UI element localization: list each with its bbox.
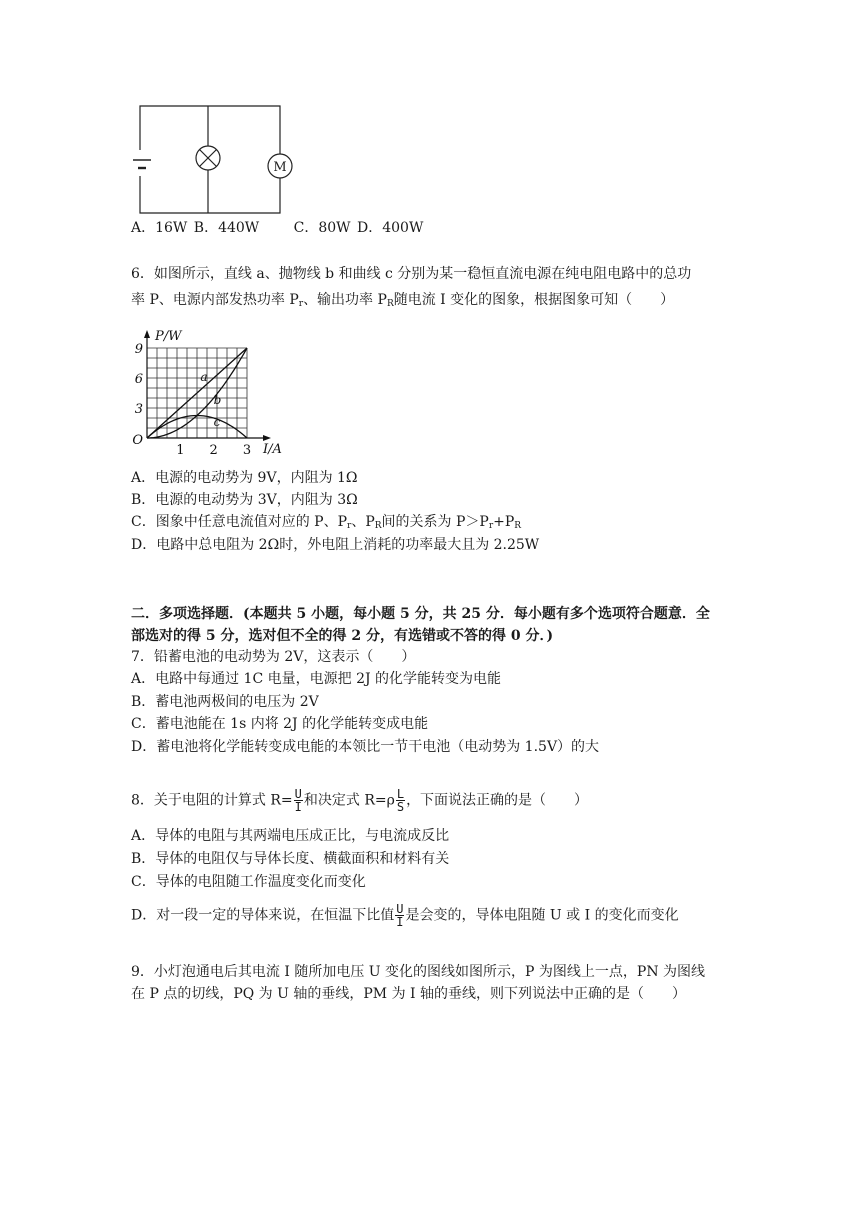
q5-option-c[interactable]: C．80W	[293, 220, 351, 236]
q7-stem: 7．铅蓄电池的电动势为 2V，这表示（ ）	[131, 649, 416, 665]
q8-option-d[interactable]: D．对一段一定的导体来说，在恒温下比值 $\frac{U}{I}$ 是会变的，导体电阻随 U 或 I 的变化而变化	[131, 902, 679, 929]
q5-option-d[interactable]: D．400W	[357, 220, 424, 236]
q6-option-a[interactable]: A．电源的电动势为 9V，内阻为 1Ω	[131, 470, 358, 486]
q6-stem-line1: 6．如图所示，直线 a、抛物线 b 和曲线 c 分别为某一稳恒直流电源在纯电阻电路中的总功	[131, 266, 692, 282]
q7-option-b[interactable]: B．蓄电池两极间的电压为 2V	[131, 694, 319, 710]
q6-option-b[interactable]: B．电源的电动势为 3V，内阻为 3Ω	[131, 492, 358, 508]
series-b-label: b	[213, 393, 222, 407]
motor-icon	[268, 154, 292, 178]
x-axis-arrow	[263, 435, 271, 441]
q9-stem-line2: 在 P 点的切线，PQ 为 U 轴的垂线，PM 为 I 轴的垂线，则下列说法中正确的是（ ）	[131, 986, 687, 1002]
q8-stem: 8．关于电阻的计算式 R= $\frac{U}{I}$ 和决定式 R=ρ $\frac{L}{S}$ ，下面说法正确的是（ ）	[131, 787, 589, 814]
lamp-icon	[196, 146, 220, 170]
q8-formula-u-over-i: $\frac{U}{I}$	[294, 787, 302, 814]
q9-stem-line1: 9．小灯泡通电后其电流 I 随所加电压 U 变化的图线如图所示，P 为图线上一点，PN 为图线	[131, 964, 706, 980]
y-axis-arrow	[144, 330, 150, 338]
power-current-chart	[130, 318, 290, 460]
q8-option-b[interactable]: B．导体的电阻仅与导体长度、横截面积和材料有关	[131, 851, 450, 867]
section2-header-line2: 部选对的得 5 分，选对但不全的得 2 分，有选错或不答的得 0 分．)	[131, 628, 554, 644]
x-tick-label: 3	[242, 443, 252, 458]
q7-option-a[interactable]: A．电路中每通过 1C 电量，电源把 2J 的化学能转变为电能	[131, 671, 502, 687]
y-tick-label: 6	[134, 372, 143, 387]
q6-stem-line2: 率 P、电源内部发热功率 $P_r$、输出功率 $P_R$随电流 I 变化的图象，根据图象可知（ ）	[131, 292, 675, 309]
y-tick-label: 3	[134, 402, 143, 417]
section2-header-line1: 二．多项选择题．(本题共 5 小题，每小题 5 分，共 25 分．每小题有多个选项符合题意．全	[131, 606, 710, 622]
series-a-label: a	[200, 370, 208, 384]
y-tick-label: 9	[134, 342, 143, 357]
q5-options	[131, 218, 423, 238]
y-axis-label: P/W	[155, 329, 182, 344]
q8-option-a[interactable]: A．导体的电阻与其两端电压成正比，与电流成反比	[131, 828, 450, 844]
q8-ratio-u-over-i: $\frac{U}{I}$	[396, 902, 404, 929]
q6-option-d[interactable]: D．电路中总电阻为 2Ω时，外电阻上消耗的功率最大且为 2.25W	[131, 537, 540, 553]
q7-option-c[interactable]: C．蓄电池能在 1s 内将 2J 的化学能转变成电能	[131, 716, 429, 732]
series-c-label: c	[213, 415, 221, 429]
q7-option-d[interactable]: D．蓄电池将化学能转变成电能的本领比一节干电池（电动势为 1.5V）的大	[131, 739, 600, 755]
q5-option-a[interactable]: A．16W	[131, 220, 188, 236]
x-tick-label: 1	[176, 443, 185, 458]
x-tick-label: 2	[209, 443, 218, 458]
q8-formula-l-over-s: $\frac{L}{S}$	[396, 787, 405, 814]
motor-label: M	[273, 160, 287, 175]
x-axis-label: I/A	[263, 442, 282, 457]
circuit-diagram	[125, 100, 295, 220]
origin-label: O	[132, 433, 143, 448]
q6-option-c[interactable]: C．图象中任意电流值对应的 P、$P_r$、$P_R$间的关系为 $P>P_r+P_R$	[131, 514, 522, 531]
q5-option-b[interactable]: B．440W	[193, 220, 260, 236]
q8-option-c[interactable]: C．导体的电阻随工作温度变化而变化	[131, 874, 366, 890]
